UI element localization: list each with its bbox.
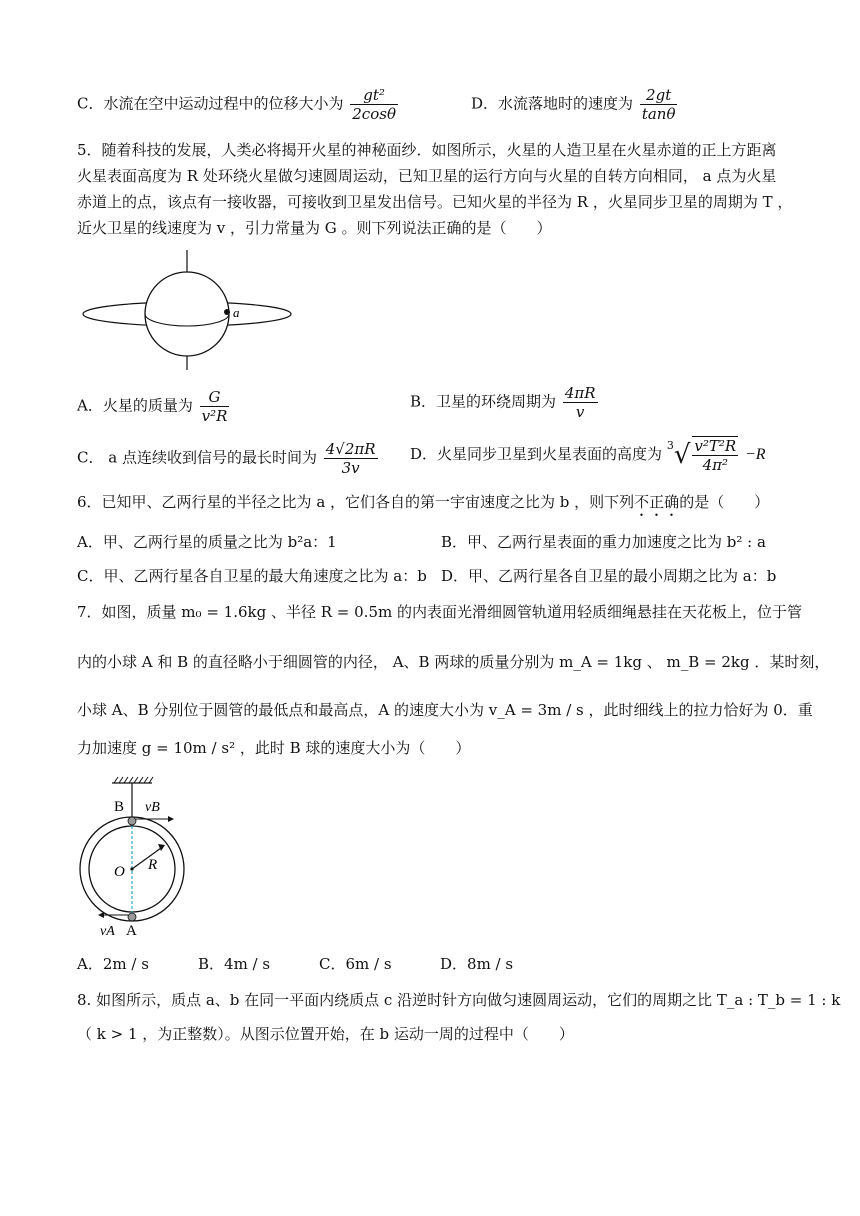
q6-option-c: C．甲、乙两行星各自卫星的最大角速度之比为 a：b bbox=[77, 567, 427, 585]
q7-option-c: C．6m / s bbox=[319, 955, 392, 973]
q5-stem-line2: 火星表面高度为 R 处环绕火星做匀速圆周运动，已知卫星的运行方向与火星的自转方向相同， a 点为火星 bbox=[77, 167, 777, 185]
mars-figure bbox=[80, 250, 300, 370]
q6-stem-a: 6．已知甲、乙两行星的半径之比为 a ，它们各自的第一宇宙速度之比为 b ，则下列 bbox=[77, 493, 635, 511]
q5-option-b-fraction bbox=[563, 384, 598, 421]
q5-option-a-text: A．火星的质量为 bbox=[77, 396, 193, 415]
q5-stem-line3: 赤道上的点，该点有一接收器，可接收到卫星发出信号。已知火星的半径为 R ，火星同步卫星的周期为 T ， bbox=[77, 193, 793, 211]
label-r: R bbox=[148, 857, 158, 873]
q4-option-c-text: C．水流在空中运动过程中的位移大小为 bbox=[77, 94, 344, 113]
q7-stem-line2: 内的小球 A 和 B 的直径略小于细圆管的内径， A、B 两球的质量分别为 m_A = 1kg 、 m_B = 2kg ．某时刻， bbox=[77, 653, 830, 671]
va-arrowhead bbox=[98, 912, 104, 918]
q5-stem-line1: 5．随着科技的发展，人类必将揭开火星的神秘面纱．如图所示，火星的人造卫星在火星赤道的正上方距离 bbox=[77, 141, 777, 159]
ball-b bbox=[128, 817, 136, 825]
q7-option-a: A．2m / s bbox=[77, 955, 149, 973]
q6-stem-b: 的是（ ） bbox=[679, 493, 770, 511]
q5-option-d-root-fraction bbox=[692, 436, 738, 474]
center-o bbox=[130, 867, 133, 870]
q4-option-d-num: 2gt bbox=[640, 86, 678, 105]
q5-option-d-text: D．火星同步卫星到火星表面的高度为 bbox=[410, 445, 663, 463]
q7-option-b: B．4m / s bbox=[198, 955, 271, 973]
q8-stem-line2: （ k > 1 ，为正整数）。从图示位置开始，在 b 运动一周的过程中（ ） bbox=[77, 1025, 574, 1043]
q5-option-c-fraction bbox=[324, 440, 378, 477]
q8-stem-line1: 8. 如图所示，质点 a、b 在同一平面内绕质点 c 沿逆时针方向做匀速圆周运动，它们的周期之比 T_a : T_b = 1 : k bbox=[77, 991, 841, 1009]
q6-stem-emphasis: 不正确 bbox=[634, 493, 680, 511]
q5-option-a-fraction bbox=[200, 388, 230, 425]
label-b: B bbox=[114, 799, 125, 815]
q6-stem bbox=[77, 492, 769, 520]
q4-option-c-num: gt² bbox=[350, 86, 398, 105]
q5-option-c bbox=[77, 440, 380, 477]
q5-option-d-tail: −R bbox=[744, 446, 766, 463]
q5-option-d-root: $^3$√ $\frac{\text{v²T²R}}{\text{4π²}}$ bbox=[666, 437, 737, 474]
q7-stem-line1: 7．如图，质量 m₀ = 1.6kg 、半径 R = 0.5m 的内表面光滑细圆管轨道用轻质细绳悬挂在天花板上，位于管 bbox=[77, 603, 802, 621]
point-a-label: a bbox=[233, 305, 240, 320]
q4-option-c-fraction bbox=[350, 86, 398, 123]
q6-option-b: B．甲、乙两行星表面的重力加速度之比为 b² : a bbox=[441, 533, 766, 551]
q4-option-d-fraction bbox=[640, 86, 678, 123]
tube-figure bbox=[72, 775, 192, 940]
q4-option-d-text: D．水流落地时的速度为 bbox=[471, 94, 634, 113]
q5-option-c-text: C． a 点连续收到信号的最长时间为 bbox=[77, 448, 317, 467]
q5-option-b-text: B．卫星的环绕周期为 bbox=[410, 392, 557, 411]
q7-stem-line3: 小球 A、B 分别位于圆管的最低点和最高点，A 的速度大小为 v_A = 3m / s ，此时细线上的拉力恰好为 0．重 bbox=[77, 701, 813, 719]
label-a: A bbox=[126, 923, 137, 939]
q4-option-d bbox=[471, 86, 679, 123]
q6-option-d: D．甲、乙两行星各自卫星的最小周期之比为 a：b bbox=[441, 567, 777, 585]
q5-option-d-root-num: v²T²R bbox=[694, 437, 737, 455]
q5-option-b-den: v bbox=[575, 403, 585, 421]
q6-option-a: A．甲、乙两行星的质量之比为 b²a：1 bbox=[77, 533, 337, 551]
label-o: O bbox=[114, 864, 125, 880]
q4-option-c bbox=[77, 86, 400, 123]
q5-option-c-den: 3v bbox=[341, 459, 360, 477]
mars-planet bbox=[145, 272, 229, 356]
q4-option-c-den: 2cosθ bbox=[352, 105, 396, 123]
vb-arrowhead bbox=[168, 816, 174, 822]
ceiling-hatch bbox=[114, 777, 153, 783]
q7-stem-line4: 力加速度 g = 10m / s² ，此时 B 球的速度大小为（ ） bbox=[77, 739, 471, 757]
q5-option-a bbox=[77, 388, 231, 425]
q5-option-c-num: 4√2πR bbox=[325, 440, 376, 458]
q7-option-d: D．8m / s bbox=[440, 955, 514, 973]
point-a bbox=[224, 309, 230, 315]
q5-stem-line4: 近火卫星的线速度为 v ，引力常量为 G 。则下列说法正确的是（ ） bbox=[77, 219, 552, 237]
q4-option-d-den: tanθ bbox=[641, 105, 676, 123]
q5-option-d-root-den: 4π² bbox=[702, 456, 728, 474]
q5-option-a-den: v²R bbox=[201, 407, 228, 425]
q5-option-b bbox=[410, 384, 600, 421]
q5-option-d bbox=[410, 436, 766, 474]
label-vb: vB bbox=[145, 800, 160, 815]
q5-option-b-num: 4πR bbox=[564, 384, 596, 402]
ball-a bbox=[128, 913, 136, 921]
label-va: vA bbox=[100, 924, 115, 939]
q5-option-a-num: G bbox=[200, 388, 230, 407]
